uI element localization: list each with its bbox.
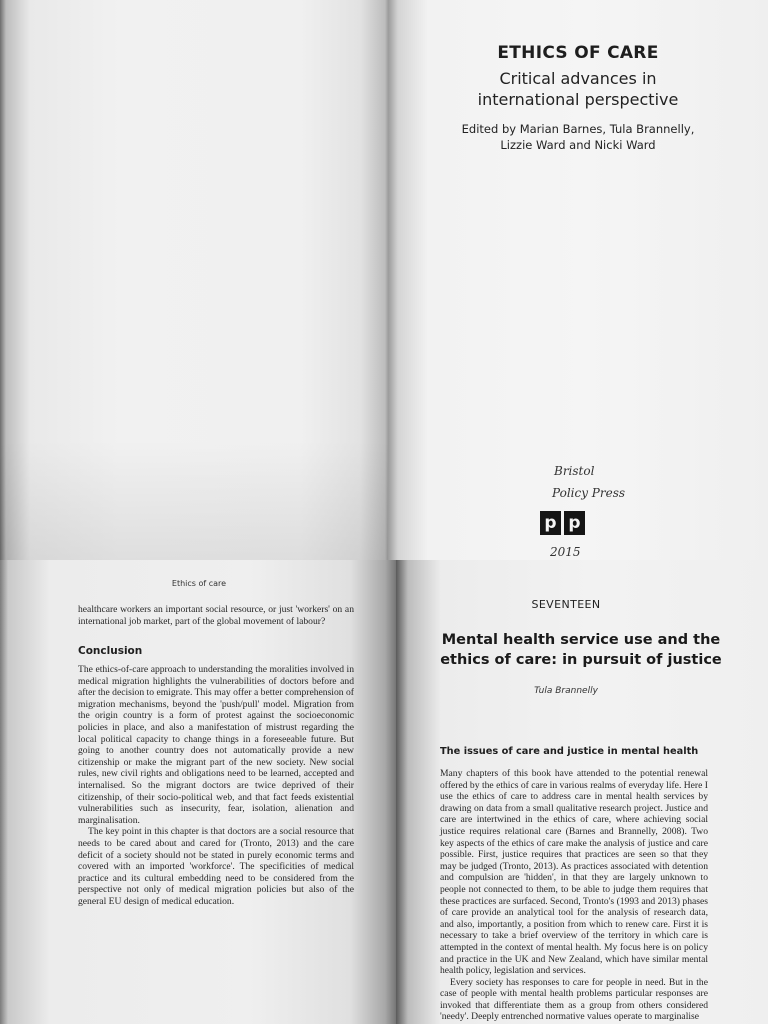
- paragraph: The key point in this chapter is that doctors are a social resource that needs to be cared about and cared for (Tronto, 2013) and the care deficit of a society should not be stated in purely economic terms and covered with an imported 'workforce'. The specificities of medical practice and its cultural embedding need to be considered from the perspective not only of medical migration policies but also of the general EU design of medical education.: [78, 826, 354, 907]
- paragraph: Many chapters of this book have attended to the potential renewal offered by the ethics of care in various realms of everyday life. Here I use the ethics of care to address care in mental health services by drawing on data from a small qualitative research project. Justice and care are intertwined in the ethics of care, where achieving social justice requires relational care (Barnes and Brannelly, 2008). Two key aspects of the ethics of care make the analysis of justice and care possible. First, justice requires that practices are seen so that they may be judged (Tronto, 2013). As practices associated with detention and compulsion are 'hidden', in that they are largely unknown to people not connected to them, to be able to judge them requires that these practices are surfaced. Second, Tronto's (1993 and 2013) phases of care provide an analytical tool for the analysis of research data, and also, importantly, a position from which to renew care. First it is necessary to take a brief overview of the territory in which care is attempted in the context of mental health. My focus here is on policy and practice in the UK and New Zealand, which have similar mental health policy, legislation and services.: [440, 768, 708, 977]
- editor-line: Lizzie Ward and Nicki Ward: [500, 138, 656, 152]
- paragraph: Every society has responses to care for people in need. But in the case of people with mental health problems particular responses are invoked that differentiate them as a group from others considered 'needy'. Deeply entrenched normative values operate to marginalise: [440, 976, 708, 1023]
- bottom-spread: [0, 560, 768, 1024]
- subtitle-line: Critical advances in: [499, 69, 657, 88]
- handwritten-note: Bristol: [554, 464, 595, 478]
- section-heading: The issues of care and justice in mental health: [440, 746, 699, 757]
- chapter-title-line: ethics of care: in pursuit of justice: [440, 652, 722, 668]
- section-heading: Conclusion: [78, 645, 143, 657]
- logo-letter: p: [564, 511, 585, 535]
- chapter-opening-page: [396, 560, 768, 1024]
- book-subtitle: [388, 68, 768, 110]
- publisher-logo: [540, 511, 588, 535]
- chapter-body: [440, 768, 708, 1023]
- chapter-title-line: Mental health service use and the: [441, 632, 721, 648]
- intro-paragraph: [78, 604, 354, 627]
- left-text-page: [0, 560, 398, 1024]
- paragraph: healthcare workers an important social resource, or just 'workers' on an international job market, part of the global movement of labour?: [78, 604, 354, 627]
- paragraph: The ethics-of-care approach to understanding the moralities involved in medical migration highlights the vulnerabilities of doctors before and after the decision to emigrate. This may offer a better comprehension of migration mechanisms, beyond the 'push/pull' model. Migration from the origin country is a form of protest against the socioeconomic policies in place, and also a manifestation of mistrust regarding the local political capacity to change things in a foreseeable future. But going to another country does not automatically provide a new citizenship or make the migrant part of the new society. New social rules, new civil rights and obligations need to be learned, accepted and internalised. So the migrant doctors are twice deprived of their citizenship, of their socio-political web, and that fact feeds existential vulnerabilities such as insecurity, fear, isolation, alienation and marginalisation.: [78, 664, 354, 826]
- page-shadow: [0, 440, 390, 560]
- book-title: ETHICS OF CARE: [497, 43, 659, 63]
- handwritten-year: 2015: [550, 545, 581, 559]
- chapter-title: [436, 630, 726, 670]
- title-page: [388, 0, 768, 560]
- running-head: Ethics of care: [171, 579, 227, 588]
- conclusion-body: [78, 664, 354, 907]
- blank-left-page: [0, 0, 390, 560]
- subtitle-line: international perspective: [477, 90, 679, 109]
- chapter-author: Tula Brannelly: [534, 686, 598, 696]
- editor-line: Edited by Marian Barnes, Tula Brannelly,: [461, 122, 695, 136]
- logo-letter: p: [540, 511, 561, 535]
- handwritten-note: Policy Press: [552, 486, 626, 500]
- book-editors: [388, 121, 768, 153]
- chapter-number: SEVENTEEN: [531, 598, 601, 611]
